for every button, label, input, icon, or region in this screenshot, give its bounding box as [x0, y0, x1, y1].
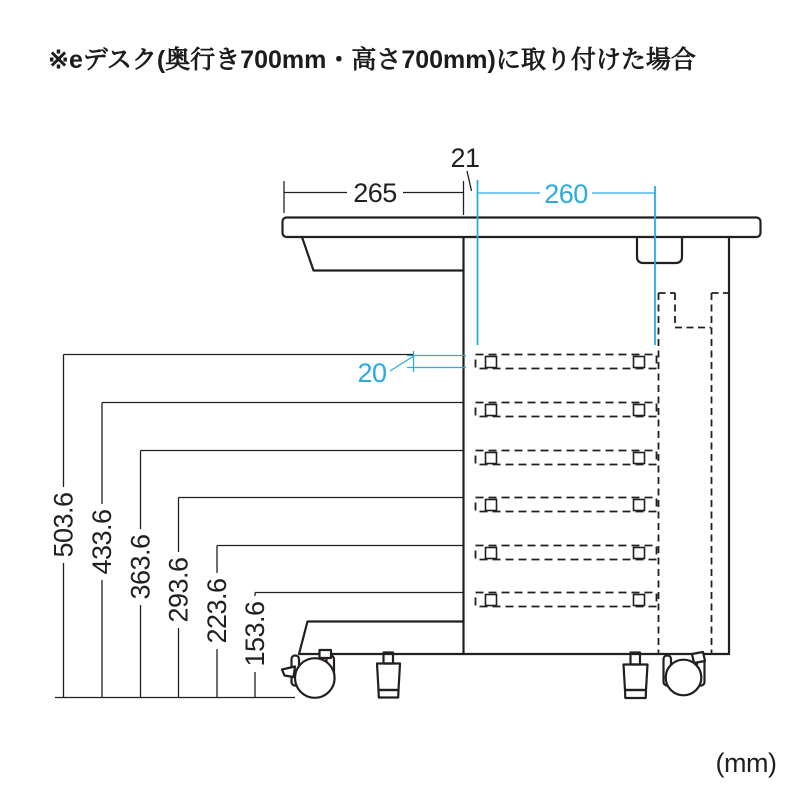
- caster-brake-lever: [282, 667, 295, 678]
- slot-row: [476, 593, 657, 607]
- slot-row: [476, 546, 657, 560]
- caster-wheel: [666, 660, 702, 696]
- mounting-hole: [486, 595, 497, 606]
- dim-label-20: 20: [357, 358, 387, 388]
- desk-top: [283, 218, 761, 238]
- mounting-hole: [634, 453, 645, 464]
- mounting-hole: [634, 548, 645, 559]
- foot-pad: [379, 690, 399, 698]
- dimension-260: [478, 179, 656, 345]
- mounting-hole: [486, 500, 497, 511]
- foot-body: [624, 665, 648, 691]
- cpu-holder-slot-rows: [476, 355, 657, 607]
- mounting-hole: [634, 357, 645, 368]
- mounting-hole: [634, 500, 645, 511]
- caster-stem: [692, 652, 705, 663]
- hidden-channel-lines: [659, 293, 730, 653]
- desk-outline: [283, 218, 761, 655]
- dimension-20: [357, 351, 466, 388]
- caster-stem: [320, 650, 332, 658]
- mounting-hole: [486, 405, 497, 416]
- height-label-363-6: 363.6: [125, 534, 156, 600]
- diagram-title: ※eデスク(奥行き700mm・高さ700mm)に取り付けた場合: [48, 46, 696, 74]
- dim-label-260: 260: [544, 179, 588, 209]
- mounting-hole: [486, 453, 497, 464]
- cpu-holder-bracket: [637, 238, 682, 264]
- slot-row: [476, 498, 657, 512]
- mounting-hole: [486, 357, 497, 368]
- caster-wheel: [295, 658, 335, 698]
- foot-pad: [625, 690, 646, 698]
- height-dimensions: [49, 355, 464, 698]
- rear-leveling-foot: [624, 653, 648, 699]
- dim-label-21: 21: [450, 143, 480, 173]
- mounting-hole: [486, 548, 497, 559]
- slot-row: [476, 451, 657, 465]
- height-label-293-6: 293.6: [163, 557, 194, 623]
- keyboard-tray: [302, 237, 464, 271]
- dim-label-265: 265: [353, 178, 397, 208]
- height-label-153-6: 153.6: [240, 601, 270, 667]
- height-label-223-6: 223.6: [202, 578, 232, 644]
- unit-label: (mm): [715, 748, 777, 778]
- mounting-hole: [634, 595, 645, 606]
- slot-row: [476, 403, 657, 417]
- foot-body: [377, 664, 400, 691]
- mounting-hole: [634, 405, 645, 416]
- height-label-433-6: 433.6: [87, 509, 117, 575]
- dimension-265: [284, 178, 464, 215]
- rear-caster: [664, 652, 706, 695]
- front-leveling-foot: [377, 653, 400, 698]
- dimension-21: [450, 143, 479, 191]
- front-caster: [282, 650, 335, 698]
- slot-row: [476, 355, 657, 369]
- height-label-503-6: 503.6: [48, 492, 79, 558]
